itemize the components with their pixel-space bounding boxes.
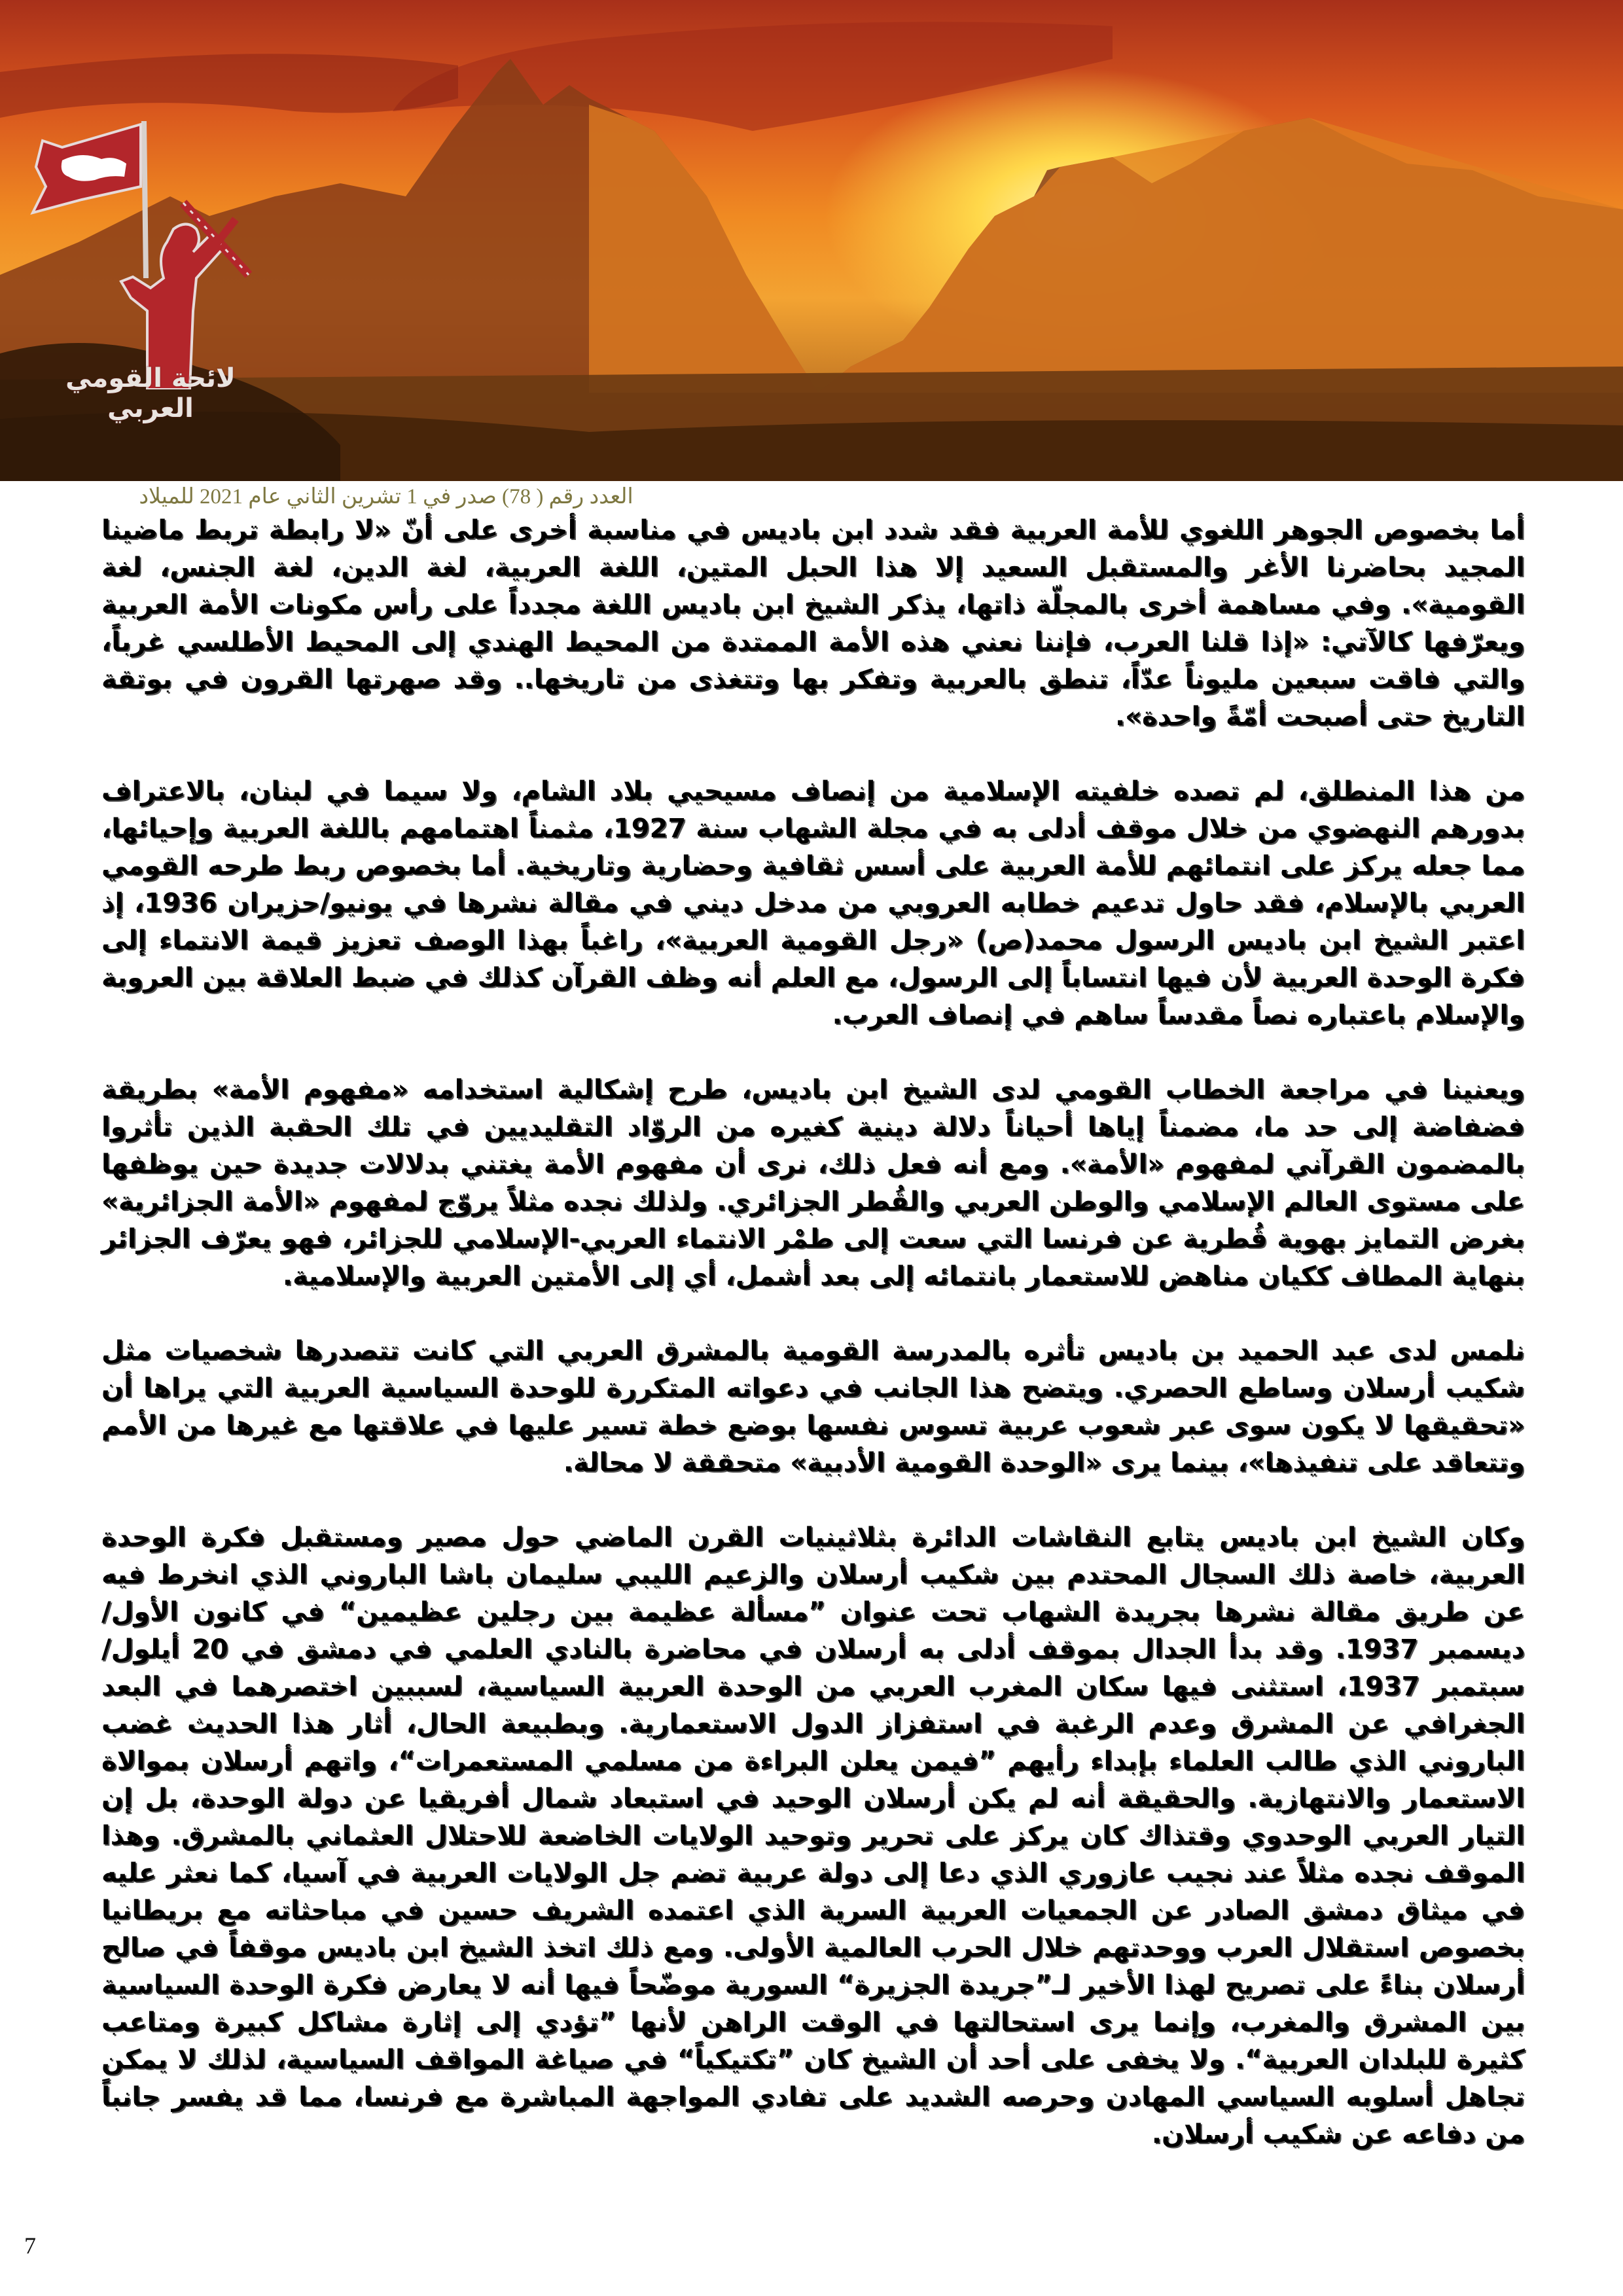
article-paragraph: نلمس لدى عبد الحميد بن باديس تأثره بالمدرسة القومية بالمشرق العربي التي كانت تتصدرها شخصيات مثل شكيب أرسلان وساطع الحصري. ويتضح هذا الجانب في دعواته المتكررة للوحدة السياسية العربية التي يراها أن «تحقيقها لا يكون سوى عبر شعوب عربية تسوس نفسها بوضع خطة تسير عليها في علاقتها مع غيرها من الأمم وتتعاقد على تنفيذها»، بينما يرى «الوحدة القومية الأدبية» متحققة لا محالة. [101, 1336, 1525, 1478]
article-paragraph: وكان الشيخ ابن باديس يتابع النقاشات الدائرة بثلاثينيات القرن الماضي حول مصير ومستقبل فكرة الوحدة العربية، خاصة ذلك السجال المحتدم بين شكيب أرسلان والزعيم الليبي سليمان باشا الباروني الذي انخرط فيه عن طريق مقالة نشرها بجريدة الشهاب تحت عنوان ”مسألة عظيمة بين رجلين عظيمين“ في كانون الأول/ ديسمبر 1937. وقد بدأ الجدال بموقف أدلى به أرسلان في محاضرة بالنادي العلمي في دمشق في 20 أيلول/سبتمبر 1937، استثنى فيها سكان المغرب العربي من الوحدة العربية السياسية، لسببين اختصرهما في البعد الجغرافي عن المشرق وعدم الرغبة في استفزاز الدول الاستعمارية. وبطبيعة الحال، أثار هذا الحديث غضب الباروني الذي طالب العلماء بإبداء رأيهم ”فيمن يعلن البراءة من مسلمي المستعمرات“، واتهم أرسلان بموالاة الاستعمار والانتهازية. والحقيقة أنه لم يكن أرسلان الوحيد في استبعاد شمال أفريقيا عن دولة الوحدة، بل إن التيار العربي الوحدوي وقتذاك كان يركز على تحرير وتوحيد الولايات الخاضعة للاحتلال العثماني بالمشرق. وهذا الموقف نجده مثلاً عند نجيب عازوري الذي دعا إلى دولة عربية تضم جل الولايات العربية في آسيا، كما نعثر عليه في ميثاق دمشق الصادر عن الجمعيات العربية السرية الذي اعتمده الشريف حسين في مباحثاته مع بريطانيا بخصوص استقلال العرب ووحدتهم خلال الحرب العالمية الأولى. ومع ذلك اتخذ الشيخ ابن باديس موقفاً في صالح أرسلان بناءً على تصريح لهذا الأخير لـ”جريدة الجزيرة“ السورية موضّحاً فيها أنه لا يعارض فكرة الوحدة السياسية بين المشرق والمغرب، وإنما يرى استحالتها في الوقت الراهن لأنها ”تؤدي إلى إثارة مشاكل كبيرة ومتاعب كثيرة للبلدان العربية“. ولا يخفى على أحد أن الشيخ كان ”تكتيكياً“ في صياغة المواقف السياسية، لذلك لا يمكن تجاهل أسلوبه السياسي المهادن وحرصه الشديد على تفادي المواجهة المباشرة مع فرنسا، مما قد يفسر جانباً من دفاعه عن شكيب أرسلان. [101, 1522, 1525, 2149]
article-paragraph: أما بخصوص الجوهر اللغوي للأمة العربية فقد شدد ابن باديس في مناسبة أخرى على أنّ «لا رابطة تربط ماضينا المجيد بحاضرنا الأغر والمستقبل السعيد إلا هذا الحبل المتين، اللغة العربية، لغة الدين، لغة الجنس، لغة القومية». وفي مساهمة أخرى بالمجلّة ذاتها، يذكر الشيخ ابن باديس اللغة مجدداً على رأس مكونات الأمة العربية ويعرّفها كالآتي: «إذا قلنا العرب، فإننا نعني هذه الأمة الممتدة من المحيط الهندي إلى المحيط الأطلسي غرباً، والتي فاقت سبعين مليوناً عدّاً، تنطق بالعربية وتفكر بها وتتغذى من تاريخها.. وقد صهرتها القرون في بوتقة التاريخ حتى أصبحت أمّةً واحدة». [101, 515, 1525, 732]
article-body [101, 512, 1525, 2191]
logo-title: لائحة القومي العربي [65, 363, 236, 423]
flag-and-fighter-icon [16, 115, 272, 389]
article-paragraph: من هذا المنطلق، لم تصده خلفيته الإسلامية من إنصاف مسيحيي بلاد الشام، ولا سيما في لبنان، بالاعتراف بدورهم النهضوي من خلال موقف أدلى به في مجلة الشهاب سنة 1927، مثمناً اهتمامهم باللغة العربية وإحيائها، مما جعله يركز على انتمائهم للأمة العربية على أسس ثقافية وحضارية وتاريخية. أما بخصوص ربط طرحه القومي العربي بالإسلام، فقد حاول تدعيم خطابه العروبي من مدخل ديني في مقالة نشرها في يونيو/حزيران 1936، إذ اعتبر الشيخ ابن باديس الرسول محمد(ص) «رجل القومية العربية»، راغباً بهذا الوصف تعزيز قيمة الانتماء إلى فكرة الوحدة العربية لأن فيها انتساباً إلى الرسول، مع العلم أنه وظف القرآن كذلك في ضبط العلاقة بين العروبة والإسلام باعتباره نصاً مقدساً ساهم في إنصاف العرب. [101, 776, 1525, 1030]
header-banner-image [0, 0, 1623, 481]
logo-emblem [16, 115, 272, 389]
issue-info-line: العدد رقم ( 78) صدر في 1 تشرين الثاني عام 2021 للميلاد [139, 485, 633, 509]
page-number: 7 [24, 2233, 36, 2259]
article-paragraph: ويعنينا في مراجعة الخطاب القومي لدى الشيخ ابن باديس، طرح إشكالية استخدامه «مفهوم الأمة» بطريقة فضفاضة إلى حد ما، مضمناً إياها أحياناً دلالة دينية كغيره من الروّاد التقليديين في تلك الحقبة الذين تأثروا بالمضمون القرآني لمفهوم «الأمة». ومع أنه فعل ذلك، نرى أن مفهوم الأمة يغتني بدلالات جديدة حين يوظفها على مستوى العالم الإسلامي والوطن العربي والقُطر الجزائري. ولذلك نجده مثلاً يروّج لمفهوم «الأمة الجزائرية» بغرض التمايز بهوية قُطرية عن فرنسا التي سعت إلى طمْر الانتماء العربي-الإسلامي للجزائر، فهو يعرّف الجزائر بنهاية المطاف ككيان مناهض للاستعمار بانتمائه إلى بعد أشمل، أي إلى الأمتين العربية والإسلامية. [101, 1075, 1525, 1291]
